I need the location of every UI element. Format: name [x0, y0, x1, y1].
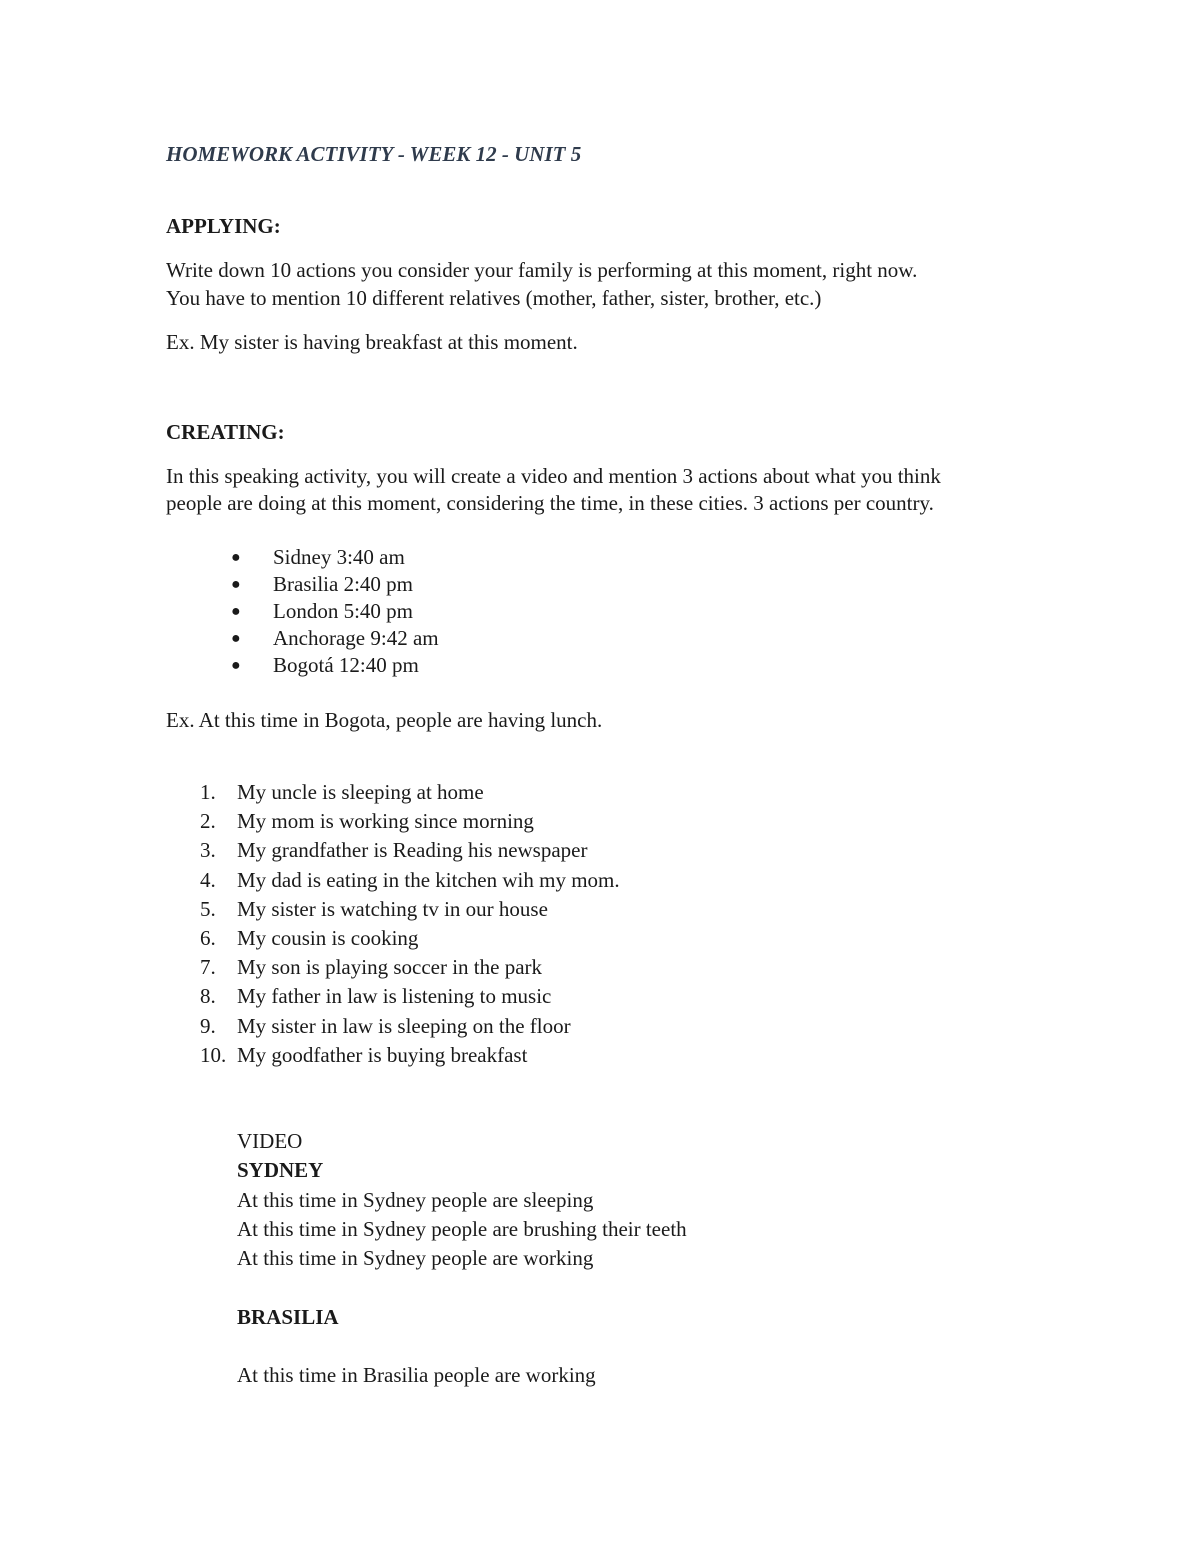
list-item: ● Bogotá 12:40 pm: [231, 653, 419, 677]
sydney-line: At this time in Sydney people are working: [237, 1246, 594, 1271]
applying-instruction-line1: Write down 10 actions you consider your family is performing at this moment, right now.: [166, 258, 918, 282]
applying-heading: APPLYING:: [166, 214, 281, 238]
brasilia-heading: BRASILIA: [237, 1305, 339, 1330]
list-item: 3. My grandfather is Reading his newspaper: [200, 838, 588, 863]
list-item: 5. My sister is watching tv in our house: [200, 896, 548, 921]
applying-instruction-line2: You have to mention 10 different relatives (mother, father, sister, brother, etc.): [166, 286, 822, 310]
list-item: 6. My cousin is cooking: [200, 925, 419, 950]
applying-example: Ex. My sister is having breakfast at this moment.: [166, 330, 578, 354]
list-item: 9. My sister in law is sleeping on the floor: [200, 1013, 571, 1038]
city-list: [166, 544, 439, 679]
sydney-heading: SYDNEY: [237, 1158, 324, 1183]
video-label: VIDEO: [237, 1129, 303, 1153]
creating-heading: CREATING:: [166, 420, 285, 444]
list-item: ● Brasilia 2:40 pm: [231, 572, 413, 596]
spacer: [237, 1333, 687, 1361]
list-item: 1. My uncle is sleeping at home: [200, 780, 484, 804]
list-item: 4. My dad is eating in the kitchen wih my mom.: [200, 867, 620, 892]
page-title: HOMEWORK ACTIVITY - WEEK 12 - UNIT 5: [166, 142, 582, 166]
spacer: [237, 1273, 687, 1303]
family-actions-list: [166, 778, 620, 1070]
list-item: 10. My goodfather is buying breakfast: [200, 1042, 528, 1067]
creating-instruction-line1: In this speaking activity, you will create a video and mention 3 actions about what you think: [166, 464, 941, 488]
bullet-icon: ●: [231, 576, 241, 593]
list-item: ● London 5:40 pm: [231, 599, 413, 623]
creating-example: Ex. At this time in Bogota, people are having lunch.: [166, 708, 603, 732]
creating-instruction-line2: people are doing at this moment, considering the time, in these cities. 3 actions per country.: [166, 491, 934, 515]
list-item: ● Sidney 3:40 am: [231, 545, 405, 569]
bullet-icon: ●: [231, 603, 241, 620]
list-item: ● Anchorage 9:42 am: [231, 626, 439, 650]
brasilia-line: At this time in Brasilia people are working: [237, 1362, 596, 1387]
video-section: [237, 1127, 687, 1390]
sydney-line: At this time in Sydney people are brushing their teeth: [237, 1216, 687, 1241]
bullet-icon: ●: [231, 630, 241, 647]
sydney-line: At this time in Sydney people are sleeping: [237, 1187, 594, 1212]
bullet-icon: ●: [231, 549, 241, 566]
list-item: 2. My mom is working since morning: [200, 809, 534, 834]
list-item: 7. My son is playing soccer in the park: [200, 955, 543, 980]
list-item: 8. My father in law is listening to music: [200, 984, 552, 1009]
bullet-icon: ●: [231, 657, 241, 674]
